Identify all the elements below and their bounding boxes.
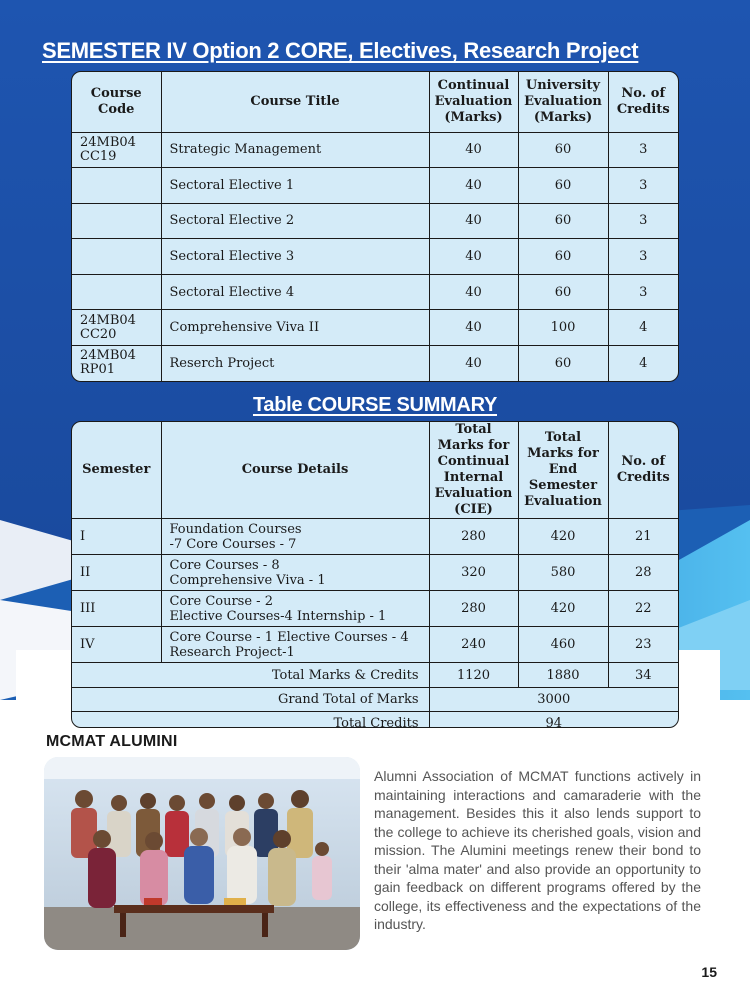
semester: IV (72, 627, 161, 663)
course-details-line1: Core Course - 1 Elective Courses - 4 (169, 629, 409, 645)
continual-evaluation-marks: 40 (429, 203, 518, 239)
credits: 4 (608, 310, 678, 346)
course-title: Reserch Project (161, 345, 429, 381)
course-details (161, 519, 429, 555)
course-details (161, 627, 429, 663)
total-credits-value: 94 (429, 712, 678, 729)
university-evaluation-marks: 60 (518, 203, 608, 239)
course-code: 24MB04 CC20 (72, 310, 161, 346)
university-evaluation-marks: 60 (518, 239, 608, 275)
table-row (72, 345, 678, 381)
course-details (161, 591, 429, 627)
credits: 21 (608, 519, 678, 555)
course-details-line2: Research Project-1 (169, 644, 295, 660)
credits: 3 (608, 203, 678, 239)
table-row (72, 627, 678, 663)
semester: I (72, 519, 161, 555)
course-title: Sectoral Elective 4 (161, 274, 429, 310)
totals-cie: 1120 (429, 663, 518, 688)
header-credits: No. of Credits (608, 422, 678, 519)
course-code (72, 203, 161, 239)
course-code (72, 239, 161, 275)
continual-evaluation-marks: 40 (429, 310, 518, 346)
totals-label: Total Marks & Credits (72, 663, 429, 688)
continual-evaluation-marks: 40 (429, 239, 518, 275)
continual-evaluation-marks: 40 (429, 132, 518, 168)
course-title: Sectoral Elective 3 (161, 239, 429, 275)
header-continual-evaluation: Continual Evaluation (Marks) (429, 72, 518, 132)
course-summary-table (71, 421, 679, 728)
table-row (72, 555, 678, 591)
alumni-heading: MCMAT ALUMINI (46, 733, 178, 750)
course-details-line1: Foundation Courses (169, 521, 302, 537)
totals-row (72, 663, 678, 688)
alumni-group-photo (44, 757, 360, 950)
course-code: 24MB04 RP01 (72, 345, 161, 381)
course-title: Strategic Management (161, 132, 429, 168)
total-credits-label: Total Credits (72, 712, 429, 729)
university-evaluation-marks: 60 (518, 345, 608, 381)
credits: 22 (608, 591, 678, 627)
total-cie-marks: 280 (429, 519, 518, 555)
table-row (72, 310, 678, 346)
credits: 3 (608, 132, 678, 168)
course-details-line2: Elective Courses-4 Internship - 1 (169, 608, 387, 624)
header-university-evaluation: University Evaluation (Marks) (518, 72, 608, 132)
course-code (72, 274, 161, 310)
course-code: 24MB04 CC19 (72, 132, 161, 168)
section-heading-course-summary: Table COURSE SUMMARY (252, 394, 498, 416)
continual-evaluation-marks: 40 (429, 168, 518, 204)
table-row (72, 203, 678, 239)
course-title: Sectoral Elective 2 (161, 203, 429, 239)
grand-total-value: 3000 (429, 688, 678, 712)
credits: 3 (608, 168, 678, 204)
course-code (72, 168, 161, 204)
credits: 3 (608, 239, 678, 275)
header-total-cie: Total Marks for Continual Internal Evaluation (CIE) (429, 422, 518, 519)
total-end-semester-marks: 420 (518, 591, 608, 627)
course-title: Comprehensive Viva II (161, 310, 429, 346)
grand-total-label: Grand Total of Marks (72, 688, 429, 712)
credits: 3 (608, 274, 678, 310)
totals-end: 1880 (518, 663, 608, 688)
total-cie-marks: 240 (429, 627, 518, 663)
totals-credits: 34 (608, 663, 678, 688)
semester: III (72, 591, 161, 627)
page-number: 15 (701, 964, 717, 980)
section-heading-semester-iv: SEMESTER IV Option 2 CORE, Electives, Research Project (42, 38, 639, 63)
table-row (72, 519, 678, 555)
header-course-title: Course Title (161, 72, 429, 132)
header-total-end-semester: Total Marks for End Semester Evaluation (518, 422, 608, 519)
course-details (161, 555, 429, 591)
table-row (72, 274, 678, 310)
table-row (72, 239, 678, 275)
total-cie-marks: 280 (429, 591, 518, 627)
course-details-line1: Core Courses - 8 (169, 557, 280, 573)
header-credits: No. of Credits (608, 72, 678, 132)
credits: 4 (608, 345, 678, 381)
total-credits-row (72, 712, 678, 729)
header-semester: Semester (72, 422, 161, 519)
university-evaluation-marks: 100 (518, 310, 608, 346)
course-details-line1: Core Course - 2 (169, 593, 273, 609)
university-evaluation-marks: 60 (518, 168, 608, 204)
total-cie-marks: 320 (429, 555, 518, 591)
total-end-semester-marks: 460 (518, 627, 608, 663)
header-course-code: Course Code (72, 72, 161, 132)
course-title: Sectoral Elective 1 (161, 168, 429, 204)
grand-total-row (72, 688, 678, 712)
course-details-line2: Comprehensive Viva - 1 (169, 572, 326, 588)
table-row (72, 591, 678, 627)
continual-evaluation-marks: 40 (429, 345, 518, 381)
total-end-semester-marks: 420 (518, 519, 608, 555)
total-end-semester-marks: 580 (518, 555, 608, 591)
alumni-description: Alumni Association of MCMAT functions actively in maintaining interactions and camaraderie with the management. Besides this it also lends support to the college to achieve its cherished goals, vision and mission. The Alumini meetings renew their bond to their 'alma mater' and also provide an opportunity to gain feedback on different programs offered by the college, its effectiveness and the expectations of the industry. (374, 768, 701, 932)
university-evaluation-marks: 60 (518, 132, 608, 168)
course-details-line2: -7 Core Courses - 7 (169, 536, 297, 552)
continual-evaluation-marks: 40 (429, 274, 518, 310)
table-row (72, 168, 678, 204)
credits: 28 (608, 555, 678, 591)
credits: 23 (608, 627, 678, 663)
table-row (72, 132, 678, 168)
semester-iv-table (71, 71, 679, 382)
university-evaluation-marks: 60 (518, 274, 608, 310)
semester: II (72, 555, 161, 591)
header-course-details: Course Details (161, 422, 429, 519)
